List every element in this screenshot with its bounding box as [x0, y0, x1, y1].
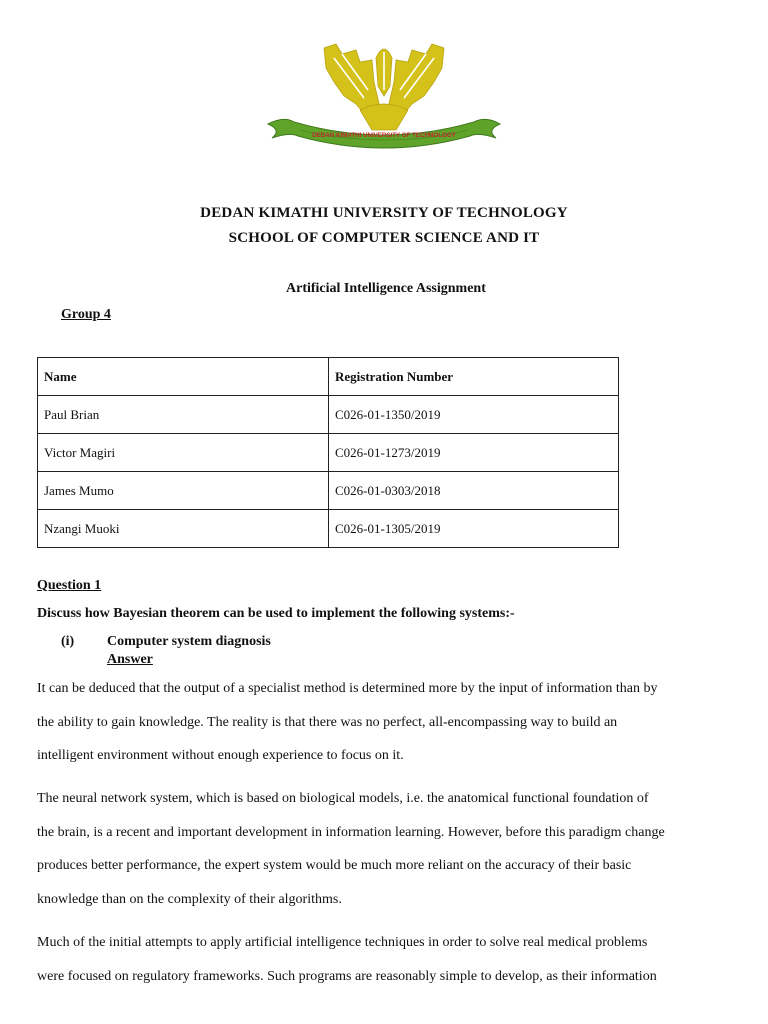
answer-paragraph-1	[37, 672, 737, 773]
answer-paragraph-2	[37, 782, 737, 916]
table-row	[38, 510, 619, 548]
question-text: Discuss how Bayesian theorem can be used to implement the following systems:-	[37, 606, 515, 621]
members-table	[37, 357, 619, 548]
item-text: Computer system diagnosis	[107, 634, 271, 649]
table-header-row	[38, 358, 619, 396]
paragraph-line: knowledge than on the complexity of their algorithms.	[37, 891, 342, 907]
column-header-registration: Registration Number	[329, 358, 619, 396]
member-name: James Mumo	[38, 472, 329, 510]
paragraph-line: It can be deduced that the output of a specialist method is determined more by the input of information than by	[37, 681, 658, 696]
table-row	[38, 396, 619, 434]
paragraph-line: The neural network system, which is based on biological models, i.e. the anatomical functional foundation of	[37, 791, 649, 806]
answer-label: Answer	[107, 652, 153, 667]
group-label: Group 4	[61, 307, 111, 322]
item-number: (i)	[61, 634, 75, 649]
member-registration: C026-01-1350/2019	[329, 396, 619, 434]
member-registration: C026-01-0303/2018	[329, 472, 619, 510]
assignment-title: Artificial Intelligence Assignment	[286, 281, 486, 296]
member-name: Paul Brian	[38, 396, 329, 434]
member-name: Nzangi Muoki	[38, 510, 329, 548]
member-registration: C026-01-1305/2019	[329, 510, 619, 548]
logo-banner-text: DEDAN KIMATHI UNIVERSITY OF TECHNOLOGY	[312, 132, 456, 139]
member-name: Victor Magiri	[38, 434, 329, 472]
paragraph-line: intelligent environment without enough experience to focus on it.	[37, 748, 404, 764]
paragraph-line: the brain, is a recent and important development in information learning. However, before this paradigm change	[37, 824, 665, 840]
question-title: Question 1	[37, 578, 102, 593]
member-registration: C026-01-1273/2019	[329, 434, 619, 472]
university-logo	[264, 38, 504, 150]
table-row	[38, 472, 619, 510]
table-row	[38, 434, 619, 472]
paragraph-line: were focused on regulatory frameworks. Such programs are reasonably simple to develop, as their information	[37, 968, 657, 984]
paragraph-line: the ability to gain knowledge. The reality is that there was no perfect, all-encompassing way to build an	[37, 714, 618, 730]
school-name: SCHOOL OF COMPUTER SCIENCE AND IT	[228, 230, 540, 246]
university-name: DEDAN KIMATHI UNIVERSITY OF TECHNOLOGY	[200, 205, 568, 221]
paragraph-line: Much of the initial attempts to apply artificial intelligence techniques in order to solve real medical problems	[37, 935, 648, 950]
answer-paragraph-3	[37, 926, 737, 993]
column-header-name: Name	[38, 358, 329, 396]
paragraph-line: produces better performance, the expert system would be much more reliant on the accuracy of their basic	[37, 858, 632, 874]
